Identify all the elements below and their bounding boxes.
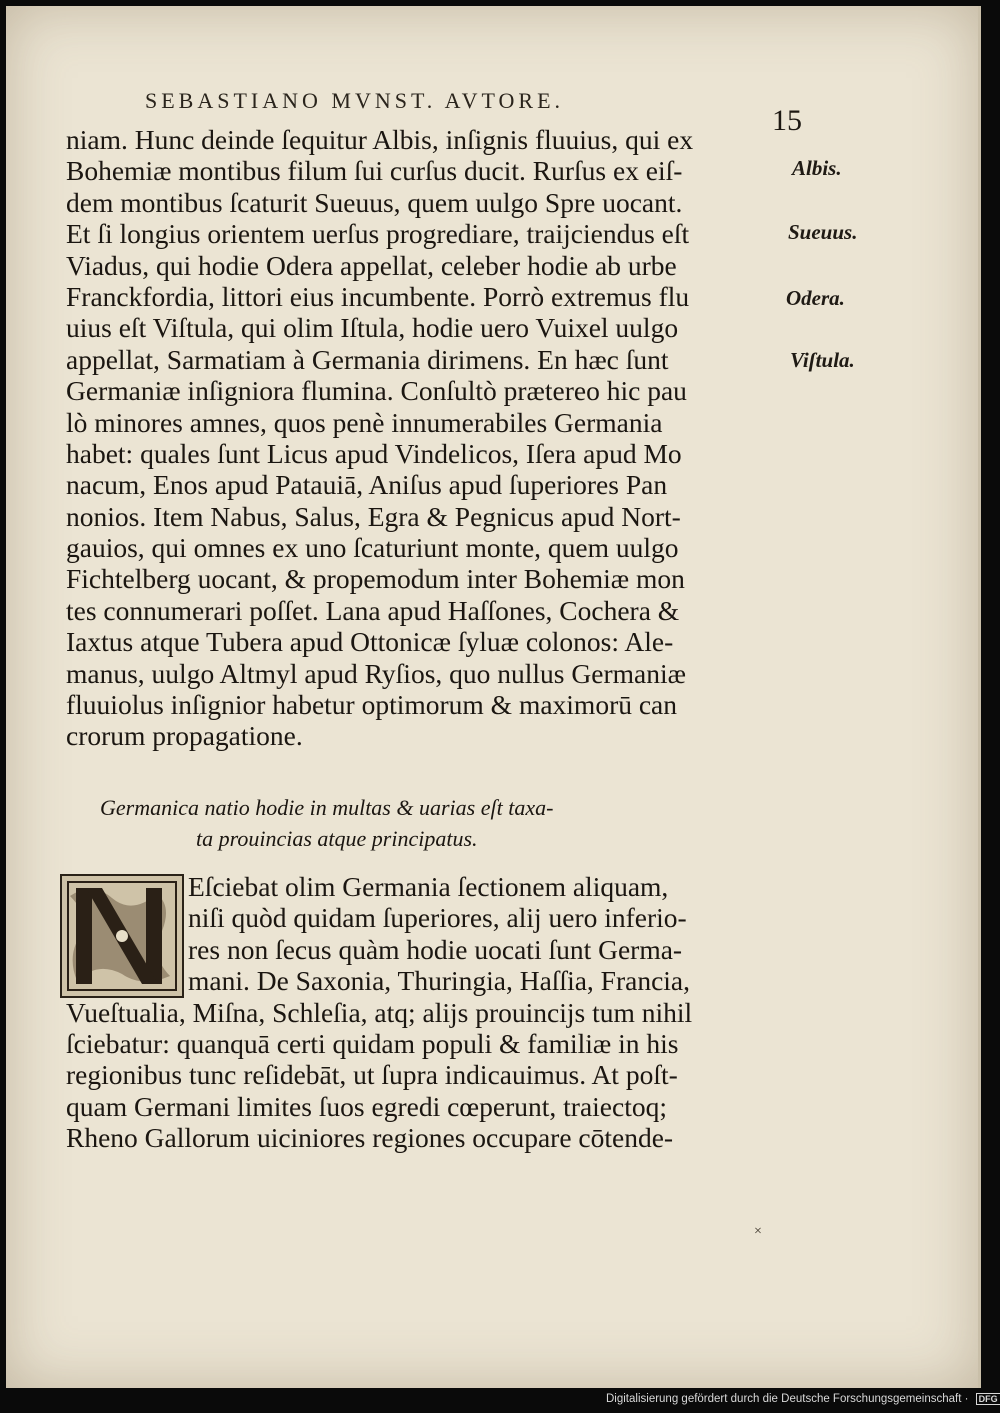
- text-line: Rheno Gallorum uiciniores regiones occupare cōtende-: [66, 1122, 674, 1154]
- text-line: regionibus tunc reſidebāt, ut ſupra indicauimus. At poſt-: [66, 1059, 678, 1091]
- text-line: Franckfordia, littori eius incumbente. Porrò extremus flu: [66, 280, 690, 312]
- text-line: Germaniæ inſigniora flumina. Conſultò prætereo hic pau: [66, 375, 687, 407]
- text-line: nonios. Item Nabus, Salus, Egra & Pegnicus apud Nort-: [66, 500, 681, 532]
- text-line: Et ſi longius orientem uerſus progrediare, traijciendus eſt: [66, 218, 690, 250]
- section-heading-line-2: ta prouincias atque principatus.: [196, 826, 478, 851]
- text-line: Vueſtualia, Miſna, Schleſia, atq; alijs prouincijs tum nihil: [66, 996, 693, 1028]
- text-line: tes connumerari poſſet. Lana apud Haſſones, Cochera &: [66, 594, 680, 626]
- text-line: res non ſecus quàm hodie uocati ſunt Germa-: [188, 933, 683, 965]
- text-line: crorum propagatione.: [66, 720, 303, 752]
- text-line: uius eſt Viſtula, qui olim Iſtula, hodie uero Vuixel uulgo: [66, 312, 679, 344]
- text-line: niſi quòd quidam ſuperiores, alij uero inferio-: [188, 902, 687, 934]
- page-number: 15: [772, 104, 802, 137]
- running-title: SEBASTIANO MVNST. AVTORE.: [145, 88, 565, 113]
- text-line: ſciebatur: quanquā certi quidam populi & familiæ in his: [66, 1027, 679, 1059]
- text-line: quam Germani limites ſuos egredi cœperunt, traiectoq;: [66, 1090, 667, 1122]
- text-line: manus, uulgo Altmyl apud Ryſios, quo nullus Germaniæ: [66, 657, 686, 689]
- margin-note-vistula: Viſtula.: [790, 348, 855, 372]
- footer-credit: [606, 1393, 1000, 1405]
- footer-text: Digitalisierung gefördert durch die Deutsche Forschungsgemeinschaft ·: [606, 1393, 969, 1405]
- paragraph-1: [66, 124, 778, 752]
- text-line: niam. Hunc deinde ſequitur Albis, inſignis fluuius, qui ex: [66, 124, 694, 155]
- section-heading-line-1: Germanica natio hodie in multas & uarias eſt taxa-: [100, 795, 554, 820]
- text-line: Eſciebat olim Germania ſectionem aliquam,: [188, 871, 669, 902]
- text-line: appellat, Sarmatiam à Germania dirimens. En hæc ſunt: [66, 343, 669, 375]
- text-line: mani. De Saxonia, Thuringia, Haſſia, Francia,: [188, 965, 690, 997]
- margin-note-sueuus: Sueuus.: [788, 220, 858, 244]
- paragraph-2: [66, 871, 786, 1154]
- text-line: nacum, Enos apud Patauiā, Aniſus apud ſuperiores Pan: [66, 469, 668, 501]
- text-line: dem montibus ſcaturit Sueuus, quem uulgo Spre uocant.: [66, 186, 683, 218]
- text-line: fluuiolus inſignior habetur optimorum & maximorū can: [66, 689, 678, 721]
- text-line: Fichtelberg uocant, & propemodum inter Bohemiæ mon: [66, 563, 685, 595]
- margin-note-odera: Odera.: [786, 286, 845, 310]
- text-line: Iaxtus atque Tubera apud Ottonicæ ſyluæ colonos: Ale-: [66, 626, 674, 658]
- margin-note-albis: Albis.: [792, 156, 842, 180]
- text-line: lò minores amnes, quos penè innumerabiles Germania: [66, 406, 663, 438]
- text-line: Viadus, qui hodie Odera appellat, celeber hodie ab urbe: [66, 249, 677, 281]
- stray-mark: ×: [754, 1224, 762, 1239]
- text-line: gauios, qui omnes ex uno ſcaturiunt monte, quem uulgo: [66, 532, 679, 564]
- section-heading: [100, 792, 720, 854]
- dfg-logo: DFG: [976, 1393, 1000, 1405]
- text-line: Bohemiæ montibus filum ſui curſus ducit. Rurſus ex eiſ-: [66, 155, 683, 187]
- book-page: [6, 6, 981, 1388]
- text-line: habet: quales ſunt Licus apud Vindelicos, Iſera apud Mo: [66, 437, 682, 469]
